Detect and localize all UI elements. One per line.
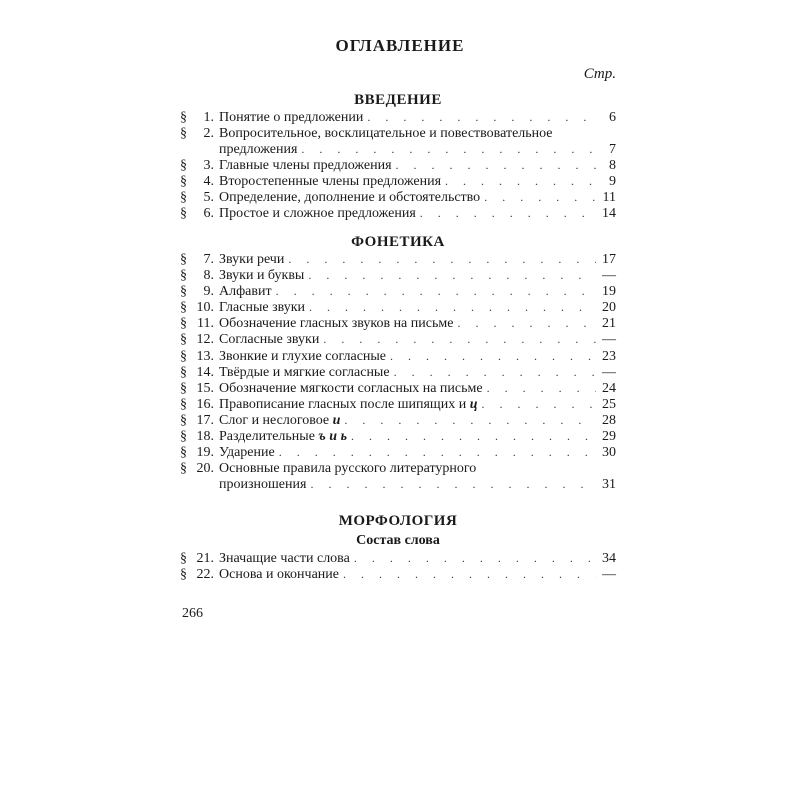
section-sign: § xyxy=(180,189,187,205)
entry-line xyxy=(219,567,616,583)
entry-title xyxy=(219,268,304,284)
entry-line xyxy=(219,461,616,477)
section-sign: § xyxy=(180,461,187,477)
entry-page: — xyxy=(602,567,616,583)
entry-number: 10. xyxy=(196,300,214,316)
entry-number: 4. xyxy=(203,173,214,189)
dot-leader xyxy=(344,413,596,429)
toc-entry xyxy=(180,190,616,206)
entry-number: 3. xyxy=(203,157,214,173)
entry-number: 1. xyxy=(203,110,214,125)
toc-entry xyxy=(180,397,616,413)
entry-line xyxy=(219,300,616,316)
section-sign: § xyxy=(180,332,187,348)
section-sign: § xyxy=(180,396,187,412)
dot-leader xyxy=(484,190,596,206)
entry-number: 5. xyxy=(203,189,214,205)
entry-line xyxy=(219,349,616,365)
entry-title xyxy=(219,284,272,300)
section-sign: § xyxy=(180,126,187,142)
entry-title xyxy=(219,190,480,206)
section-title: ВВЕДЕНИЕ xyxy=(354,92,442,108)
entry-title-text: Твёрдые и мягкие согласные xyxy=(219,364,390,380)
entry-body xyxy=(219,206,616,222)
entry-body xyxy=(219,126,616,157)
entry-title-text: Основа и окончание xyxy=(219,567,339,583)
entry-title xyxy=(219,300,305,316)
section-sign: § xyxy=(180,380,187,396)
entry-title xyxy=(219,252,284,268)
entry-title xyxy=(219,413,340,429)
dot-leader xyxy=(343,567,596,583)
entry-number: 21. xyxy=(196,551,214,566)
entry-page: 34 xyxy=(602,551,616,566)
entry-body xyxy=(219,397,616,413)
entry-title-text: Определение, дополнение и обстоятельство xyxy=(219,189,481,205)
entry-title xyxy=(219,461,476,477)
entry-title xyxy=(219,429,347,445)
entry-body xyxy=(219,429,616,445)
entry-number: 11. xyxy=(197,316,214,332)
entry-line xyxy=(219,477,616,493)
entry-body xyxy=(219,332,616,348)
entry-title-text: Основные правила русского литературного xyxy=(219,461,477,477)
page-column-label: Стр. xyxy=(583,66,616,82)
toc-entry xyxy=(180,300,616,316)
entry-number: 22. xyxy=(196,567,214,583)
entry-body xyxy=(219,413,616,429)
entry-line xyxy=(219,332,616,348)
toc-entry xyxy=(180,332,616,348)
entry-title-text: Алфавит xyxy=(219,284,272,300)
entry-title-text: Значащие части слова xyxy=(219,551,350,566)
dot-leader xyxy=(308,268,596,284)
entry-page: 24 xyxy=(602,380,616,396)
entry-body xyxy=(219,284,616,300)
entry-number: 15. xyxy=(196,380,214,396)
entry-title-text: Слог и неслоговое xyxy=(219,412,330,428)
entry-page: — xyxy=(602,332,616,348)
entry-number: 17. xyxy=(196,412,214,428)
entry-page: 9 xyxy=(609,173,616,189)
entry-title xyxy=(219,381,483,397)
dot-leader xyxy=(301,142,596,158)
entry-title xyxy=(219,445,275,461)
entry-body xyxy=(219,567,616,583)
section-sign: § xyxy=(180,157,187,173)
entry-page: 30 xyxy=(602,445,616,461)
section-sign: § xyxy=(180,316,187,332)
entry-body xyxy=(219,268,616,284)
page-number: 266 xyxy=(182,606,203,621)
entry-number: 18. xyxy=(196,429,214,445)
section-sign: § xyxy=(180,268,187,284)
entry-body xyxy=(219,365,616,381)
entry-title-text: Простое и сложное предложения xyxy=(219,205,416,221)
entry-title-text: Вопросительное, восклицательное и повествовательное xyxy=(219,126,553,142)
entry-title xyxy=(219,174,441,190)
entry-number: 6. xyxy=(203,205,214,221)
entry-title-text: Главные члены предложения xyxy=(219,157,392,173)
section-sign: § xyxy=(180,429,187,445)
entry-title-text: Обозначение гласных звуков на письме xyxy=(219,316,454,332)
entry-title xyxy=(219,332,319,348)
entry-title xyxy=(219,206,416,222)
dot-leader xyxy=(288,252,596,268)
entry-line xyxy=(219,284,616,300)
entry-number: 13. xyxy=(196,348,214,364)
entry-line xyxy=(219,429,616,445)
dot-leader xyxy=(390,349,596,365)
entry-page: 20 xyxy=(602,300,616,316)
entry-page: 25 xyxy=(602,396,616,412)
entry-line xyxy=(219,158,616,174)
entry-title xyxy=(219,158,392,174)
entry-title-text: Разделительные xyxy=(219,429,315,445)
toc-entry xyxy=(180,349,616,365)
dot-leader xyxy=(310,477,596,493)
section-sign: § xyxy=(180,173,187,189)
entry-line xyxy=(219,316,616,332)
section-subtitle: Состав слова xyxy=(356,533,440,548)
entry-title xyxy=(219,477,306,493)
entry-title xyxy=(219,397,477,413)
entry-page: 17 xyxy=(602,252,616,267)
entry-page: 28 xyxy=(602,412,616,428)
entry-line xyxy=(219,190,616,206)
dot-leader xyxy=(367,110,596,126)
entry-title-text: Ударение xyxy=(219,445,275,461)
entry-letter: и xyxy=(332,412,341,428)
toc-entry xyxy=(180,461,616,492)
entry-title xyxy=(219,551,350,567)
toc-entry xyxy=(180,158,616,174)
entry-number: 14. xyxy=(196,364,214,380)
entry-line xyxy=(219,126,616,142)
entry-body xyxy=(219,349,616,365)
entry-line xyxy=(219,365,616,381)
entry-page: — xyxy=(602,364,616,380)
entry-title-text: Гласные звуки xyxy=(219,300,306,316)
entry-body xyxy=(219,190,616,206)
entry-title xyxy=(219,349,386,365)
entry-line xyxy=(219,445,616,461)
entry-page: 19 xyxy=(602,284,616,300)
entry-number: 19. xyxy=(196,445,214,461)
entry-title-text: произношения xyxy=(219,476,307,492)
entry-title xyxy=(219,316,453,332)
entry-body xyxy=(219,252,616,268)
dot-leader xyxy=(396,158,596,174)
entry-body xyxy=(219,110,616,126)
entry-title xyxy=(219,110,363,126)
toc-entry xyxy=(180,429,616,445)
entry-title-text: Звуки речи xyxy=(219,252,285,267)
toc-entry xyxy=(180,252,616,268)
entry-line xyxy=(219,206,616,222)
entry-line xyxy=(219,142,616,158)
entry-title xyxy=(219,567,339,583)
entry-title xyxy=(219,365,390,381)
entry-title xyxy=(219,126,553,142)
entry-line xyxy=(219,381,616,397)
toc-entry xyxy=(180,268,616,284)
section-introduction xyxy=(180,90,616,222)
entry-title-text: Звонкие и глухие согласные xyxy=(219,348,387,364)
entry-page: 6 xyxy=(609,110,616,125)
toc-entry xyxy=(180,413,616,429)
toc-entry xyxy=(180,206,616,222)
section-sign: § xyxy=(180,284,187,300)
entry-body xyxy=(219,381,616,397)
section-title: МОРФОЛОГИЯ xyxy=(338,513,458,529)
toc-entry xyxy=(180,110,616,126)
entry-line xyxy=(219,268,616,284)
toc-entry xyxy=(180,365,616,381)
entry-page: 21 xyxy=(602,316,616,332)
toc-entry xyxy=(180,381,616,397)
entry-page: 14 xyxy=(602,205,616,221)
entry-number: 20. xyxy=(196,461,214,477)
entry-number: 12. xyxy=(196,332,214,348)
section-sign: § xyxy=(180,110,187,125)
dot-leader xyxy=(394,365,596,381)
entry-body xyxy=(219,445,616,461)
dot-leader xyxy=(354,551,596,567)
dot-leader xyxy=(279,445,596,461)
entry-title xyxy=(219,142,297,158)
entry-page: 8 xyxy=(609,157,616,173)
toc-entry xyxy=(180,174,616,190)
toc-entry xyxy=(180,284,616,300)
entry-title-text: Согласные звуки xyxy=(219,332,320,348)
entry-page: 31 xyxy=(602,476,616,492)
dot-leader xyxy=(487,381,596,397)
entry-title-text: Понятие о предложении xyxy=(219,110,364,125)
entry-page: 29 xyxy=(602,429,616,445)
entry-title-text: Второстепенные члены предложения xyxy=(219,173,442,189)
page-title: ОГЛАВЛЕНИЕ xyxy=(335,36,465,55)
entry-letter: ъ и ь xyxy=(318,429,347,445)
entry-page: 7 xyxy=(609,141,616,157)
dot-leader xyxy=(276,284,596,300)
entry-number: 2. xyxy=(203,126,214,142)
toc-entry xyxy=(180,316,616,332)
dot-leader xyxy=(481,397,596,413)
entry-title-text: Обозначение мягкости согласных на письме xyxy=(219,380,483,396)
toc-entry xyxy=(180,445,616,461)
entry-page: 11 xyxy=(602,189,616,205)
entry-line xyxy=(219,397,616,413)
section-sign: § xyxy=(180,551,187,566)
entry-letter: ц xyxy=(469,396,478,412)
entry-title-text: предложения xyxy=(219,141,298,157)
entry-line xyxy=(219,252,616,268)
entry-body xyxy=(219,551,616,567)
entry-line xyxy=(219,413,616,429)
toc-entry xyxy=(180,126,616,157)
section-sign: § xyxy=(180,412,187,428)
dot-leader xyxy=(420,206,596,222)
entry-body xyxy=(219,316,616,332)
entry-body xyxy=(219,174,616,190)
section-sign: § xyxy=(180,300,187,316)
dot-leader xyxy=(309,300,596,316)
dot-leader xyxy=(351,429,596,445)
section-phonetics xyxy=(180,232,616,493)
dot-leader xyxy=(457,316,596,332)
entry-title-text: Правописание гласных после шипящих и xyxy=(219,396,467,412)
entry-body xyxy=(219,461,616,492)
entry-page: 23 xyxy=(602,348,616,364)
toc-entry xyxy=(180,567,616,583)
section-title: ФОНЕТИКА xyxy=(351,234,445,250)
dot-leader xyxy=(445,174,596,190)
section-sign: § xyxy=(180,205,187,221)
entry-page: — xyxy=(602,268,616,284)
entry-line xyxy=(219,110,616,126)
dot-leader xyxy=(323,332,596,348)
section-morphology xyxy=(180,511,616,583)
entry-number: 9. xyxy=(203,284,214,300)
toc-entry xyxy=(180,551,616,567)
section-sign: § xyxy=(180,348,187,364)
section-sign: § xyxy=(180,364,187,380)
entry-title-text: Звуки и буквы xyxy=(219,268,305,284)
entry-body xyxy=(219,158,616,174)
entry-body xyxy=(219,300,616,316)
section-sign: § xyxy=(180,567,187,583)
entry-line xyxy=(219,551,616,567)
entry-line xyxy=(219,174,616,190)
entry-number: 16. xyxy=(196,396,214,412)
section-sign: § xyxy=(180,252,187,267)
entry-number: 7. xyxy=(203,252,214,267)
entry-number: 8. xyxy=(203,268,214,284)
section-sign: § xyxy=(180,445,187,461)
